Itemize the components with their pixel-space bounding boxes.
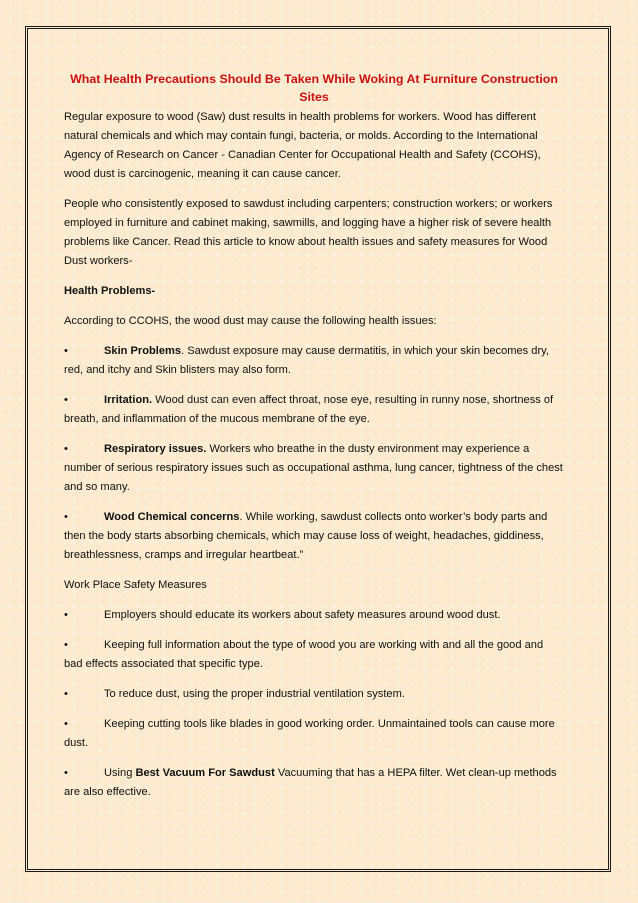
vacuum-link-text: Best Vacuum For Sawdust (135, 767, 275, 779)
bullet-icon: • (64, 688, 68, 700)
health-item-skin (64, 342, 564, 380)
health-item-label: Respiratory issues. (104, 443, 207, 455)
document-body (64, 70, 564, 813)
safety-heading: Work Place Safety Measures (64, 579, 207, 591)
bullet-icon: • (64, 443, 68, 455)
safety-item-text: Vacuuming that has a HEPA filter. Wet clean-up methods are also effective. (64, 767, 557, 798)
health-problems-heading: Health Problems- (64, 285, 156, 297)
health-item-label: Wood Chemical concerns (104, 511, 240, 523)
bullet-icon: • (64, 639, 68, 651)
safety-item-text: Keeping cutting tools like blades in good working order. Unmaintained tools can cause more dust. (64, 718, 555, 749)
safety-item (64, 606, 564, 625)
health-intro: According to CCOHS, the wood dust may cause the following health issues: (64, 315, 437, 327)
health-item-text: Wood dust can even affect throat, nose eye, resulting in runny nose, shortness of breath, and inflammation of the mucous membrane of the eye. (64, 394, 554, 425)
safety-item-text: Keeping full information about the type of wood you are working with and all the good and bad effects associated that specific type. (64, 639, 544, 670)
health-item-chemical (64, 508, 564, 565)
intro-paragraph: Regular exposure to wood (Saw) dust results in health problems for workers. Wood has different natural chemicals and which may contain fungi, bacteria, or molds. According to the International Agency of Research on Cancer - Canadian Center for Occupational Health and Safety (CCOHS), wood dust is carcinogenic, meaning it can cause cancer. (64, 111, 541, 180)
safety-item (64, 636, 564, 674)
bullet-icon: • (64, 609, 68, 621)
bullet-icon: • (64, 511, 68, 523)
safety-item-vacuum (64, 764, 564, 802)
bullet-icon: • (64, 718, 68, 730)
health-item-respiratory (64, 440, 564, 497)
health-item-irritation (64, 391, 564, 429)
health-item-text: . Sawdust exposure may cause dermatitis, in which your skin becomes dry, red, and itchy and Skin blisters may also form. (64, 345, 549, 376)
safety-item-text: To reduce dust, using the proper industrial ventilation system. (104, 688, 405, 700)
health-item-text: Workers who breathe in the dusty environment may experience a number of serious respiratory issues such as occupational asthma, lung cancer, tightness of the chest and so many. (64, 443, 563, 493)
bullet-icon: • (64, 394, 68, 406)
document-title: What Health Precautions Should Be Taken While Woking At Furniture Construction Sites (70, 72, 558, 104)
safety-item-text: Employers should educate its workers about safety measures around wood dust. (104, 609, 501, 621)
safety-item (64, 685, 564, 704)
bullet-icon: • (64, 345, 68, 357)
workers-paragraph: People who consistently exposed to sawdust including carpenters; construction workers; or workers employed in furniture and cabinet making, sawmills, and logging have a higher risk of severe health problems like Cancer. Read this article to know about health issues and safety measures for Wood Dust workers- (64, 198, 553, 267)
health-item-label: Skin Problems (104, 345, 182, 357)
safety-item-text: Using (104, 767, 136, 779)
bullet-icon: • (64, 767, 68, 779)
health-item-label: Irritation. (104, 394, 153, 406)
health-item-text: . While working, sawdust collects onto worker’s body parts and then the body starts absorbing chemicals, which may cause loss of weight, headaches, giddiness, breathlessness, cramps and irregular heartbeat.” (64, 511, 548, 561)
safety-item (64, 715, 564, 753)
